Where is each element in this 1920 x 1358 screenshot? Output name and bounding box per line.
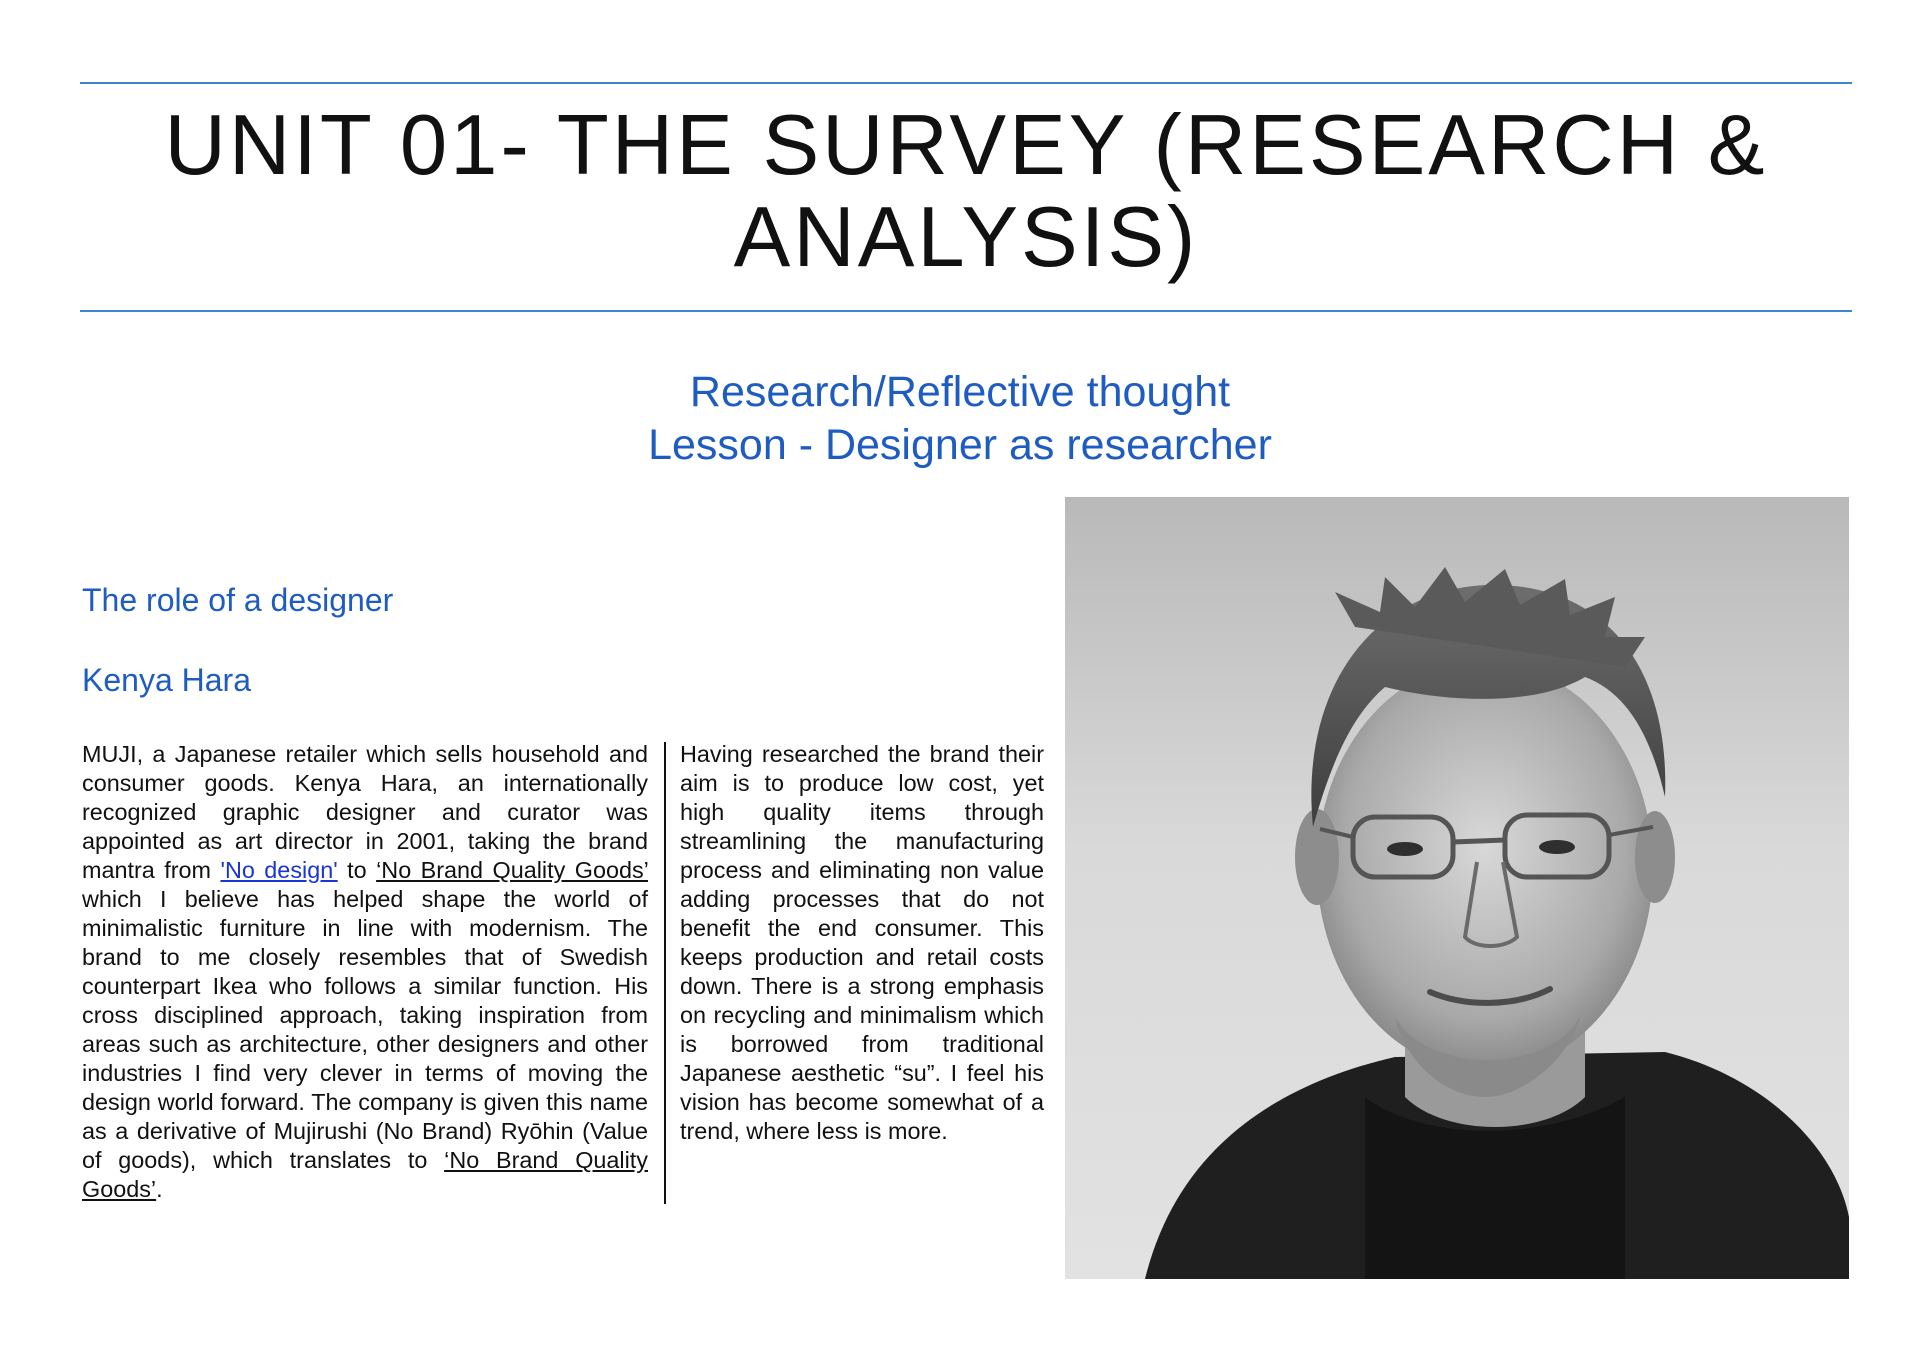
page-title-line-2: ANALYSIS) [733, 190, 1199, 285]
body-text-right-column: Having researched the brand their aim is to produce low cost, yet high quality items through streamlining the manufacturing process and eliminating non value adding processes that do not benefit the end consumer. This keeps production and retail costs down. There is a strong emphasis on recycling and minimalism which is borrowed from traditional Japanese aesthetic “su”. I feel his vision has become somewhat of a trend, where less is more. [680, 741, 1044, 1144]
subtitle-line-2: Lesson - Designer as researcher [648, 421, 1272, 469]
top-rule [80, 82, 1852, 84]
body-text: which I believe has helped shape the world of minimalistic furniture in line with modernism. The brand to me closely resembles that of Swedish counterpart Ikea who follows a similar function. His cross disciplined approach, taking inspiration from areas such as architecture, other designers and other industries I find very clever in terms of moving the design world forward. The company is given this name as a derivative of Mujirushi (No Brand) Ryōhin (Value of goods), which translates to [82, 886, 648, 1173]
bottom-rule [80, 310, 1852, 312]
brand-name-underlined: ‘No Brand Quality Goods’ [82, 1147, 648, 1202]
page-title-line-1: UNIT 01- THE SURVEY (RESEARCH & [164, 98, 1768, 193]
body-text: MUJI, a Japanese retailer which sells household and consumer goods. Kenya Hara, an internationally recognized graphic designer and curator was appointed as art director in 2001, taking the brand mantra from [82, 741, 648, 883]
body-text: . [156, 1176, 163, 1202]
page-title [80, 100, 1852, 284]
column-divider [664, 742, 666, 1204]
designer-name-heading: Kenya Hara [82, 662, 251, 698]
body-text: to [337, 857, 377, 883]
body-text-left-column [82, 740, 648, 1204]
kenya-hara-portrait-photo [1065, 497, 1849, 1279]
no-design-link[interactable]: 'No design' [220, 857, 338, 883]
lesson-subtitle [0, 366, 1920, 472]
subtitle-line-1: Research/Reflective thought [689, 368, 1231, 416]
brand-name-underlined: ‘No Brand Quality Goods’ [376, 857, 649, 883]
section-heading: The role of a designer [82, 582, 394, 618]
